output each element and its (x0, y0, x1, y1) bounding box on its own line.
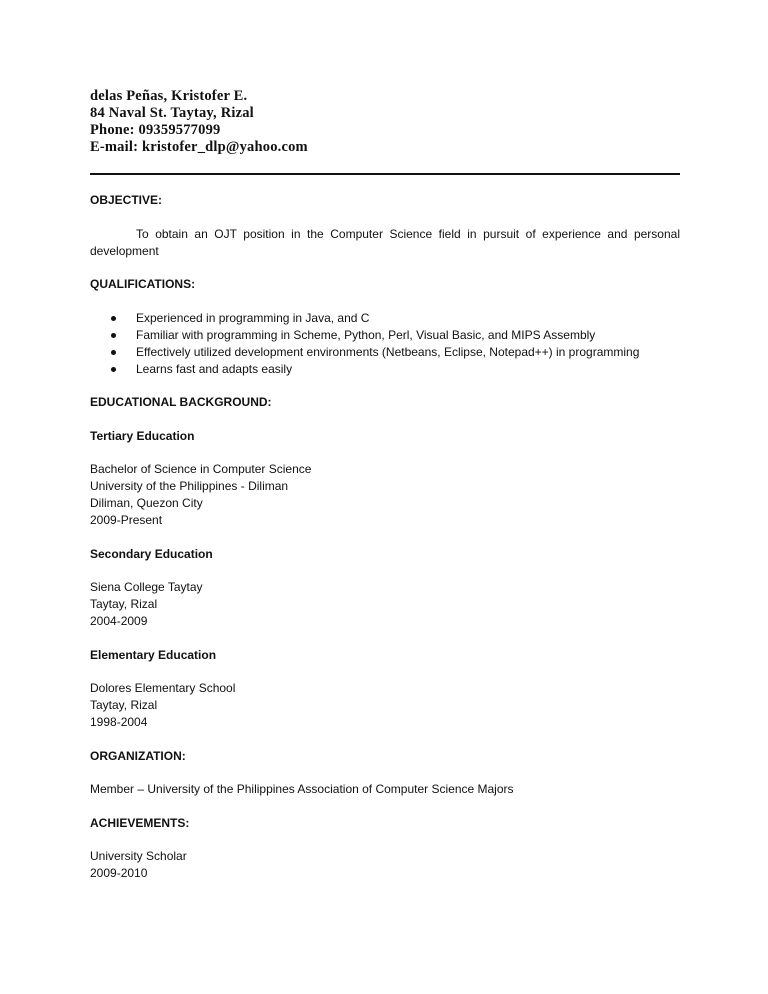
achievement-title: University Scholar (90, 849, 187, 863)
elementary-heading: Elementary Education (90, 647, 217, 662)
secondary-school: Siena College Taytay (90, 580, 203, 594)
list-item: Experienced in programming in Java, and C (90, 310, 680, 327)
list-item: Effectively utilized development environments (Netbeans, Eclipse, Notepad++) in programming (90, 344, 680, 361)
secondary-location: Taytay, Rizal (90, 597, 158, 611)
tertiary-location: Diliman, Quezon City (90, 496, 203, 510)
elementary-location: Taytay, Rizal (90, 698, 158, 712)
list-item: Learns fast and adapts easily (90, 361, 680, 378)
secondary-years: 2004-2009 (90, 614, 148, 628)
education-heading: EDUCATIONAL BACKGROUND: (90, 395, 272, 409)
objective-heading: OBJECTIVE: (90, 193, 163, 207)
elementary-school: Dolores Elementary School (90, 681, 236, 695)
applicant-name: delas Peñas, Kristofer E. (90, 88, 248, 104)
applicant-email: E-mail: kristofer_dlp@yahoo.com (90, 139, 308, 155)
elementary-years: 1998-2004 (90, 715, 148, 729)
header-divider (90, 173, 680, 175)
tertiary-heading: Tertiary Education (90, 428, 195, 443)
applicant-phone: Phone: 09359577099 (90, 122, 221, 138)
secondary-heading: Secondary Education (90, 546, 213, 561)
organization-heading: ORGANIZATION: (90, 748, 186, 763)
bullet-icon (111, 350, 116, 355)
organization-text: Member – University of the Philippines Association of Computer Science Majors (90, 782, 514, 796)
bullet-icon (111, 316, 116, 321)
qualifications-heading: QUALIFICATIONS: (90, 277, 196, 291)
tertiary-school: University of the Philippines - Diliman (90, 479, 289, 493)
list-item: Familiar with programming in Scheme, Python, Perl, Visual Basic, and MIPS Assembly (90, 327, 680, 344)
applicant-address: 84 Naval St. Taytay, Rizal (90, 105, 254, 121)
bullet-icon (111, 367, 116, 372)
tertiary-years: 2009-Present (90, 513, 163, 527)
tertiary-degree: Bachelor of Science in Computer Science (90, 462, 312, 476)
achievements-heading: ACHIEVEMENTS: (90, 815, 190, 830)
contact-header (90, 88, 308, 156)
achievement-years: 2009-2010 (90, 866, 148, 880)
resume-body (90, 192, 680, 882)
bullet-icon (111, 333, 116, 338)
objective-text: To obtain an OJT position in the Computer Science field in pursuit of experience and personal development (90, 226, 680, 258)
qualifications-list (90, 310, 680, 378)
